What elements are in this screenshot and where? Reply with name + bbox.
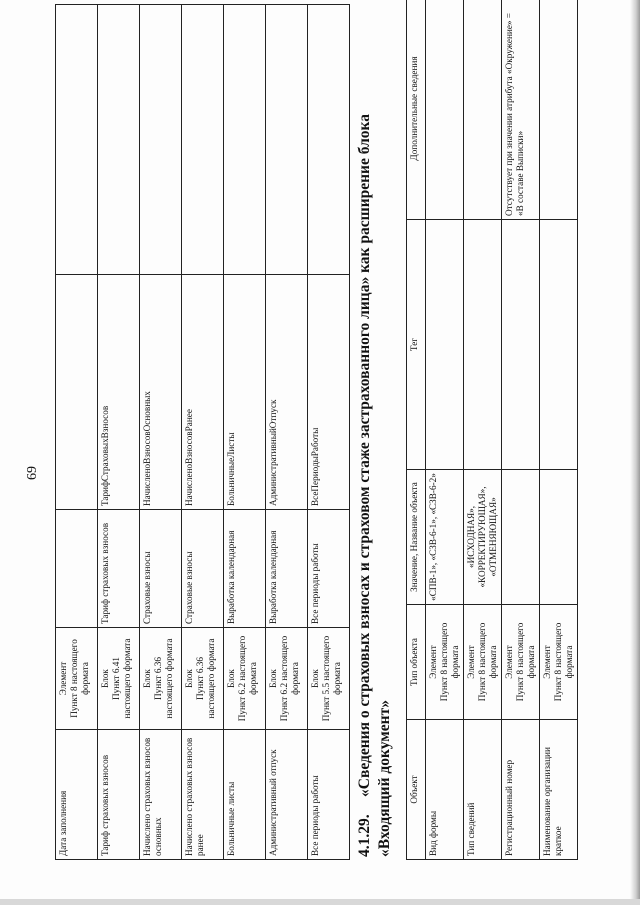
table-row <box>540 0 578 860</box>
column-header: Дополнительные сведения <box>407 0 426 220</box>
table-cell <box>308 5 350 275</box>
scan-edge-shadow <box>630 0 640 905</box>
table-cell <box>540 0 578 220</box>
table-row <box>140 5 182 860</box>
table-cell: Блок Пункт 6.36 настоящего формата <box>140 628 182 730</box>
table-cell: Элемент Пункт 8 настоящего формата <box>540 605 578 720</box>
table-cell: Тариф страховых взносов <box>98 730 140 860</box>
table-cell <box>502 470 540 605</box>
table-cell: Блок Пункт 6.2 настоящего формата <box>266 628 308 730</box>
table-cell <box>98 5 140 275</box>
table-header-row <box>407 0 426 860</box>
table-cell <box>56 5 98 275</box>
table-cell: Тариф страховых взносов <box>98 510 140 628</box>
attributes-table <box>406 0 578 860</box>
table-row <box>224 5 266 860</box>
table-cell: «СПВ-1», «СЗВ-6-1», «СЗВ-6-2» <box>426 470 464 605</box>
table-row <box>182 5 224 860</box>
table-cell: Элемент Пункт 8 настоящего формата <box>464 605 502 720</box>
table-cell <box>426 220 464 470</box>
table-cell <box>56 275 98 510</box>
table-cell <box>140 5 182 275</box>
section-heading <box>355 37 395 857</box>
table-cell: АдминистративныйОтпуск <box>266 275 308 510</box>
table-cell <box>540 220 578 470</box>
table-cell <box>426 0 464 220</box>
table-cell: Блок Пункт 6.41 настоящего формата <box>98 628 140 730</box>
table-cell: Все периоды работы <box>308 730 350 860</box>
table-cell: Наименование организации краткое <box>540 720 578 860</box>
table-cell: НачисленоВзносовОсновных <box>140 275 182 510</box>
table-cell: БольничныеЛисты <box>224 275 266 510</box>
table-cell: Блок Пункт 6.36 настоящего формата <box>182 628 224 730</box>
table-cell: Выработка календарная <box>266 510 308 628</box>
table-cell: Вид формы <box>426 720 464 860</box>
scan-bottom-edge <box>0 899 640 905</box>
table-cell: Элемент Пункт 8 настоящего формата <box>502 605 540 720</box>
table-cell <box>56 510 98 628</box>
table-cell: Административный отпуск <box>266 730 308 860</box>
table-row <box>426 0 464 860</box>
page-number: 69 <box>25 466 40 480</box>
table-cell <box>182 5 224 275</box>
section-number: 4.1.29. <box>356 814 373 857</box>
table-cell: Блок Пункт 6.2 настоящего формата <box>224 628 266 730</box>
table-cell: Все периоды работы <box>308 510 350 628</box>
table-cell: «ИСХОДНАЯ», «КОРРЕКТИРУЮЩАЯ», «ОТМЕНЯЮЩАЯ» <box>464 470 502 605</box>
table-cell: Тип сведений <box>464 720 502 860</box>
table-cell: Начислено страховых взносов ранее <box>182 730 224 860</box>
table-row <box>266 5 308 860</box>
table-cell: Дата заполнения <box>56 730 98 860</box>
column-header: Объект <box>407 720 426 860</box>
table-cell <box>502 220 540 470</box>
table-cell: ТарифСтраховыхВзносов <box>98 275 140 510</box>
table-cell: Выработка календарная <box>224 510 266 628</box>
table-cell <box>464 220 502 470</box>
table-cell: Начислено страховых взносов основных <box>140 730 182 860</box>
table-cell: Страховые взносы <box>140 510 182 628</box>
column-header: Значение, Название объекта <box>407 470 426 605</box>
table-row <box>464 0 502 860</box>
table-cell: Элемент Пункт 8 настоящего формата <box>56 628 98 730</box>
table-cell: Регистрационный номер <box>502 720 540 860</box>
table-cell: Страховые взносы <box>182 510 224 628</box>
table-cell: Блок Пункт 5.5 настоящего формата <box>308 628 350 730</box>
column-header: Тип объекта <box>407 605 426 720</box>
table-row <box>98 5 140 860</box>
table-cell: ВсеПериодыРаботы <box>308 275 350 510</box>
table-cell: Отсутствует при значении атрибута «Окружение» = «В составе Выписки» <box>502 0 540 220</box>
table-cell: Больничные листы <box>224 730 266 860</box>
section-title: «Сведения о страховых взносах и страховом стаже застрахованного лица» как расширение блока «Входящий документ» <box>356 114 393 857</box>
table-cell <box>224 5 266 275</box>
table-cell: Элемент Пункт 8 настоящего формата <box>426 605 464 720</box>
column-header: Тег <box>407 220 426 470</box>
table-cell <box>266 5 308 275</box>
table-cell <box>464 0 502 220</box>
table-row <box>308 5 350 860</box>
table-row <box>56 5 98 860</box>
table-row <box>502 0 540 860</box>
table-cell: НачисленоВзносовРанее <box>182 275 224 510</box>
table-cell <box>540 470 578 605</box>
continuation-table <box>55 4 350 860</box>
